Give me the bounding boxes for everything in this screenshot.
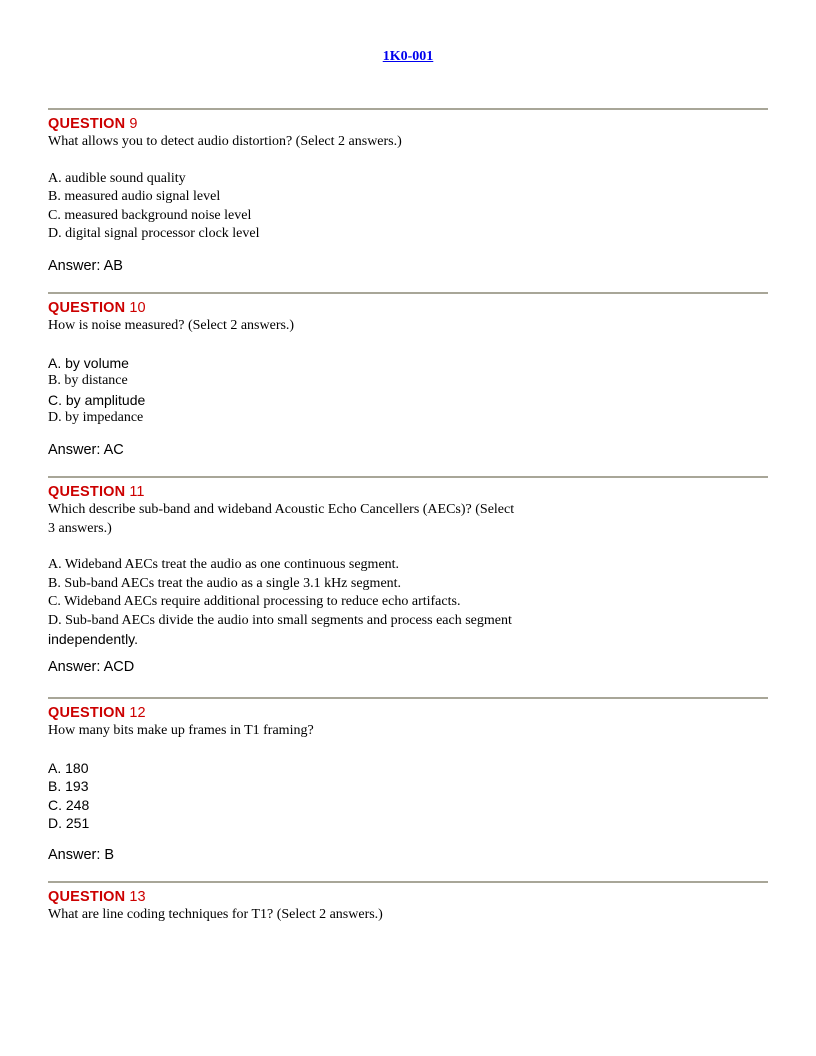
question-text-line-2: 3 answers.) — [48, 520, 112, 536]
option-c: C. 248 — [48, 796, 90, 813]
option-c: C. measured background noise level — [48, 207, 252, 223]
question-number: 9 — [129, 116, 138, 132]
question-text-line-1: Which describe sub-band and wideband Acoustic Echo Cancellers (AECs)? (Select — [48, 502, 515, 517]
option-c: C. by amplitude — [48, 391, 146, 408]
option-a: A. 180 — [48, 759, 89, 776]
option-d: D. Sub-band AECs divide the audio into small segments and process each segment — [48, 612, 512, 628]
question-number: 12 — [129, 705, 146, 721]
question-text: What are line coding techniques for T1? (Select 2 answers.) — [48, 907, 383, 922]
option-b: B. Sub-band AECs treat the audio as a single 3.1 kHz segment. — [48, 575, 402, 591]
question-text: How many bits make up frames in T1 framing? — [48, 723, 314, 738]
question-13 — [48, 888, 768, 925]
question-heading — [48, 299, 768, 317]
option-c: C. Wideband AECs require additional processing to reduce echo artifacts. — [48, 594, 461, 609]
option-b: B. by distance — [48, 373, 128, 388]
question-number: 10 — [129, 300, 146, 316]
document-header — [0, 47, 816, 65]
question-12 — [48, 704, 768, 863]
question-heading — [48, 888, 768, 906]
option-d: D. by impedance — [48, 410, 144, 425]
question-number: 13 — [129, 889, 146, 905]
question-text: What allows you to detect audio distortion? (Select 2 answers.) — [48, 134, 402, 149]
answer-text: Answer: B — [48, 846, 115, 863]
question-text: How is noise measured? (Select 2 answers.) — [48, 318, 295, 333]
question-label: QUESTION — [48, 889, 126, 905]
question-11 — [48, 483, 768, 675]
question-heading — [48, 115, 768, 133]
section-divider — [48, 108, 768, 110]
answer-text: Answer: AC — [48, 441, 124, 458]
option-d: D. 251 — [48, 815, 90, 831]
option-d-continuation: independently. — [48, 631, 139, 647]
question-heading — [48, 704, 768, 722]
question-heading — [48, 483, 768, 501]
option-a: A. by volume — [48, 354, 129, 371]
exam-code-link[interactable]: 1K0-001 — [382, 49, 434, 64]
section-divider — [48, 881, 768, 883]
option-b: B. measured audio signal level — [48, 189, 221, 204]
option-a: A. audible sound quality — [48, 170, 186, 186]
question-label: QUESTION — [48, 300, 126, 316]
question-9 — [48, 115, 768, 274]
question-label: QUESTION — [48, 116, 126, 132]
section-divider — [48, 476, 768, 478]
section-divider — [48, 697, 768, 699]
question-10 — [48, 299, 768, 458]
option-d: D. digital signal processor clock level — [48, 226, 260, 241]
option-a: A. Wideband AECs treat the audio as one continuous segment. — [48, 557, 400, 572]
answer-text: Answer: AB — [48, 257, 123, 274]
question-number: 11 — [129, 484, 145, 500]
question-label: QUESTION — [48, 705, 126, 721]
question-label: QUESTION — [48, 484, 126, 500]
option-b: B. 193 — [48, 778, 89, 794]
section-divider — [48, 292, 768, 294]
answer-text: Answer: ACD — [48, 658, 135, 675]
